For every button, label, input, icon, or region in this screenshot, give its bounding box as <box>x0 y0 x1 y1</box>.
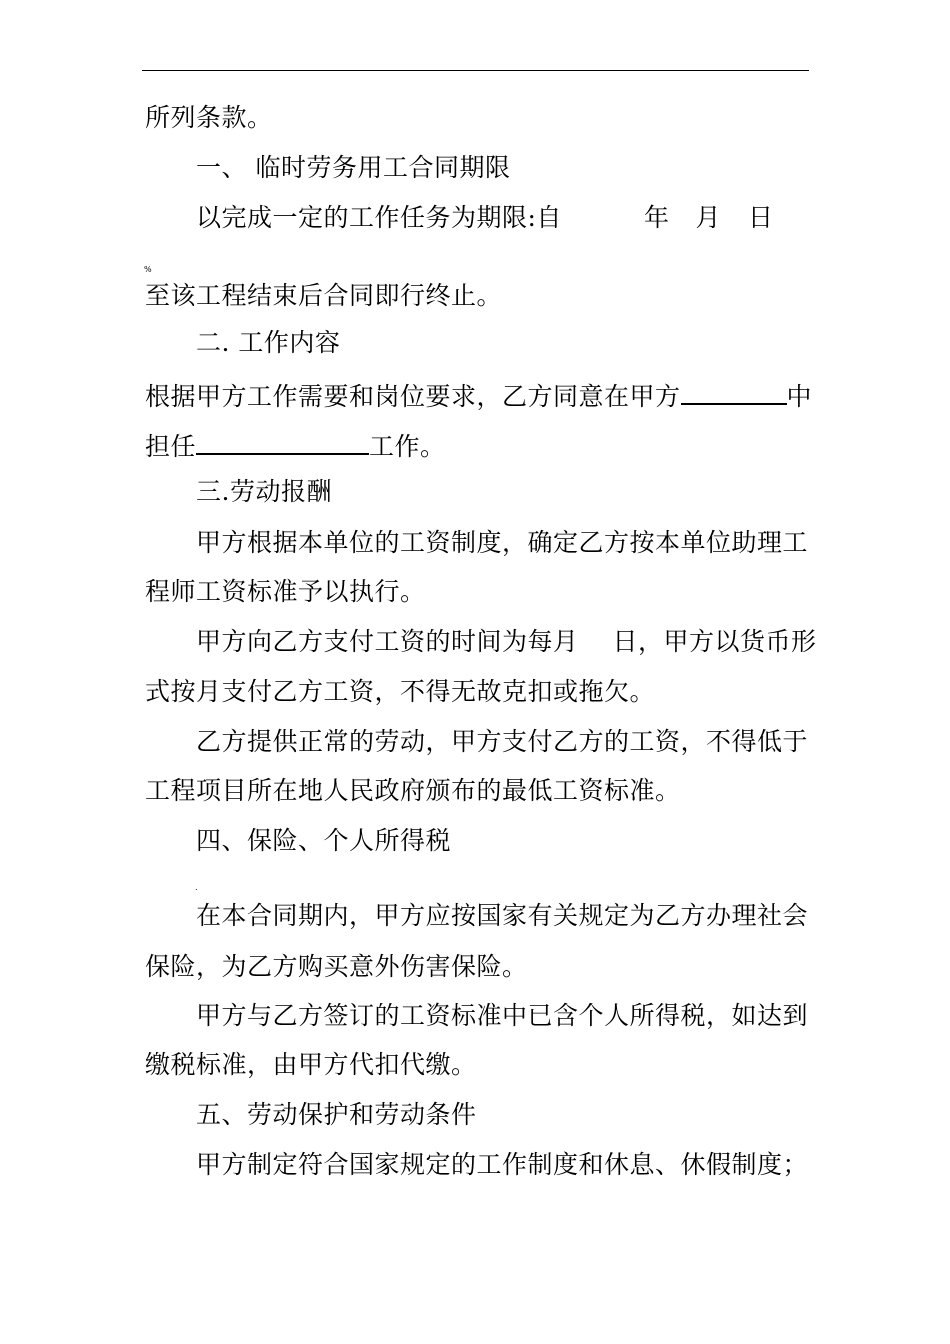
work-prefix: 根据甲方工作需要和岗位要求，乙方同意在甲方 <box>145 382 681 411</box>
text-line: 保险，为乙方购买意外伤害保险。 <box>145 952 528 981</box>
department-blank <box>681 377 787 405</box>
position-prefix: 担任 <box>145 432 197 461</box>
month-label: 月 <box>695 203 721 232</box>
text-line: 所列条款。 <box>145 103 273 132</box>
position-line <box>145 427 446 462</box>
text-line: 甲方根据本单位的工资制度，确定乙方按本单位助理工 <box>196 528 809 557</box>
text-line: 式按月支付乙方工资，不得无故克扣或拖欠。 <box>145 677 656 706</box>
text-line: 缴税标准，由甲方代扣代缴。 <box>145 1050 477 1079</box>
section-heading-protection: 五、劳动保护和劳动条件 <box>196 1100 477 1129</box>
stray-mark: . <box>195 883 198 892</box>
day-label: 日 <box>747 203 774 232</box>
payday-prefix: 甲方向乙方支付工资的时间为每月 <box>196 627 579 656</box>
position-blank <box>196 427 369 455</box>
stray-mark: % <box>144 265 152 274</box>
work-suffix: 中 <box>786 382 813 411</box>
payday-line <box>196 627 817 657</box>
text-line: 至该工程结束后合同即行终止。 <box>145 281 503 310</box>
payday-suffix: 日，甲方以货币形 <box>612 627 817 656</box>
text-line: 甲方制定符合国家规定的工作制度和休息、休假制度； <box>196 1150 809 1179</box>
text-line: 程师工资标准予以执行。 <box>145 577 426 606</box>
term-line <box>196 203 773 233</box>
text-line: 工程项目所在地人民政府颁布的最低工资标准。 <box>145 776 681 805</box>
work-line <box>145 377 812 412</box>
text-line: 在本合同期内，甲方应按国家有关规定为乙方办理社会 <box>196 901 809 930</box>
text-line: 甲方与乙方签订的工资标准中已含个人所得税，如达到 <box>196 1001 809 1030</box>
section-heading-term: 一、 临时劳务用工合同期限 <box>196 153 511 182</box>
header-rule <box>142 70 809 71</box>
position-suffix: 工作。 <box>369 432 446 461</box>
year-label: 年 <box>643 203 670 232</box>
section-heading-insurance: 四、保险、个人所得税 <box>196 826 452 855</box>
section-heading-work: 二. 工作内容 <box>196 328 341 357</box>
term-prefix: 以完成一定的工作任务为期限:自 <box>196 203 562 232</box>
text-line: 乙方提供正常的劳动，甲方支付乙方的工资，不得低于 <box>196 727 809 756</box>
section-heading-pay: 三.劳动报酬 <box>196 477 332 506</box>
